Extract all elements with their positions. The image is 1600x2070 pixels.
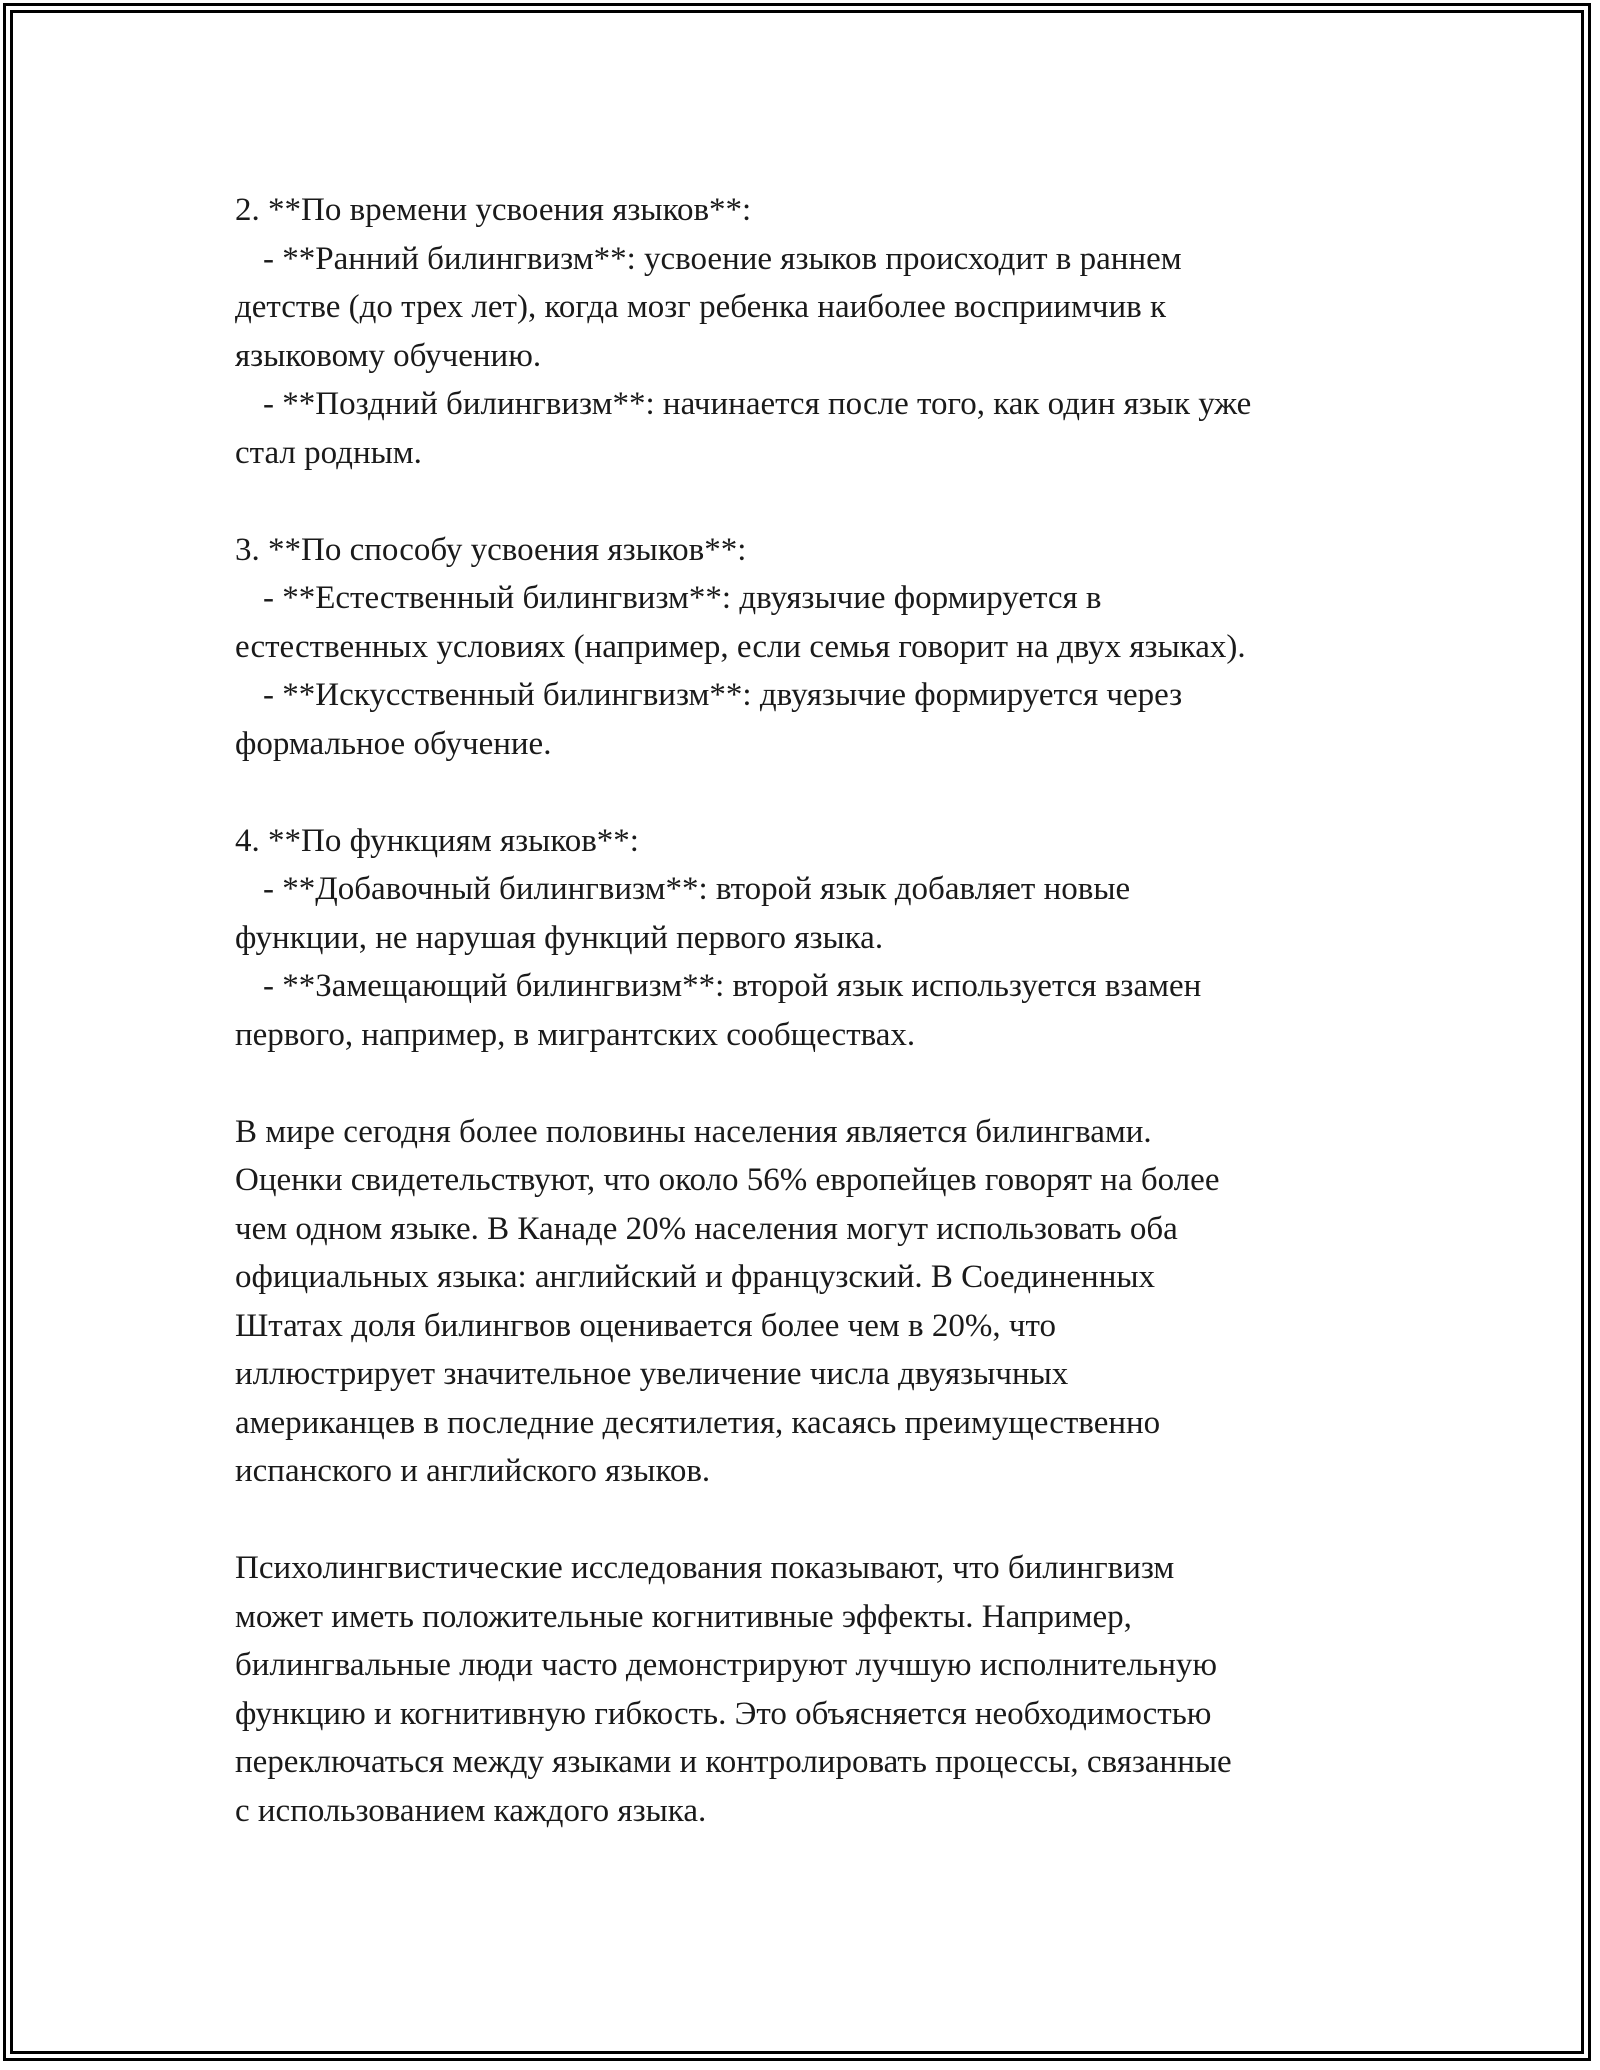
list-item-line: - **Ранний билингвизм**: усвоение языков происходит в раннем	[263, 240, 1182, 277]
paragraph-line: чем одном языке. В Канаде 20% населения могут использовать оба	[235, 1210, 1178, 1247]
paragraph-statistics	[235, 1108, 1375, 1496]
paragraph-line: Психолингвистические исследования показывают, что билингвизм	[235, 1550, 1175, 1586]
paragraph-line: иллюстрирует значительное увеличение числа двуязычных	[235, 1356, 1069, 1392]
list-item-line: - **Естественный билингвизм**: двуязычие формируется в	[263, 580, 1102, 616]
list-item-line: - **Искусственный билингвизм**: двуязычие формируется через	[263, 677, 1183, 713]
section-heading: 2. **По времени усвоения языков**:	[235, 192, 752, 228]
paragraph-line: американцев в последние десятилетия, касаясь преимущественно	[235, 1404, 1161, 1441]
paragraph-line: функцию и когнитивную гибкость. Это объясняется необходимостью	[235, 1695, 1212, 1732]
section-language-functions	[235, 817, 1375, 1060]
list-item-line: языковому обучению.	[235, 337, 542, 374]
list-item-line: детстве (до трех лет), когда мозг ребенка наиболее восприимчив к	[235, 289, 1166, 325]
list-item-line: функции, не нарушая функций первого языка.	[235, 919, 884, 956]
section-heading: 4. **По функциям языков**:	[235, 822, 639, 859]
list-item-line: стал родным.	[235, 434, 422, 471]
list-item-line: естественных условиях (например, если семья говорит на двух языках).	[235, 628, 1246, 665]
list-item-line: - **Замещающий билингвизм**: второй язык используется взамен	[263, 968, 1202, 1004]
paragraph-line: официальных языка: английский и французский. В Соединенных	[235, 1259, 1156, 1295]
paragraph-cognitive-effects	[235, 1544, 1375, 1835]
section-method-of-acquisition	[235, 526, 1375, 769]
section-heading: 3. **По способу усвоения языков**:	[235, 531, 747, 568]
list-item-line: - **Добавочный билингвизм**: второй язык добавляет новые	[263, 871, 1131, 907]
paragraph-line: Оценки свидетельствуют, что около 56% европейцев говорят на более	[235, 1162, 1220, 1198]
paragraph-line: может иметь положительные когнитивные эффекты. Например,	[235, 1598, 1132, 1635]
list-item-line: формальное обучение.	[235, 725, 552, 762]
list-item-line: - **Поздний билингвизм**: начинается после того, как один язык уже	[263, 386, 1252, 422]
paragraph-line: Штатах доля билингвов оценивается более чем в 20%, что	[235, 1307, 1056, 1344]
paragraph-line: испанского и английского языков.	[235, 1453, 711, 1489]
paragraph-line: с использованием каждого языка.	[235, 1792, 707, 1829]
paragraph-line: В мире сегодня более половины населения является билингвами.	[235, 1113, 1152, 1150]
section-time-of-acquisition	[235, 186, 1375, 477]
paragraph-line: билингвальные люди часто демонстрируют лучшую исполнительную	[235, 1647, 1218, 1683]
paragraph-line: переключаться между языками и контролировать процессы, связанные	[235, 1744, 1232, 1780]
list-item-line: первого, например, в мигрантских сообществах.	[235, 1016, 916, 1053]
document-body	[235, 186, 1375, 1835]
